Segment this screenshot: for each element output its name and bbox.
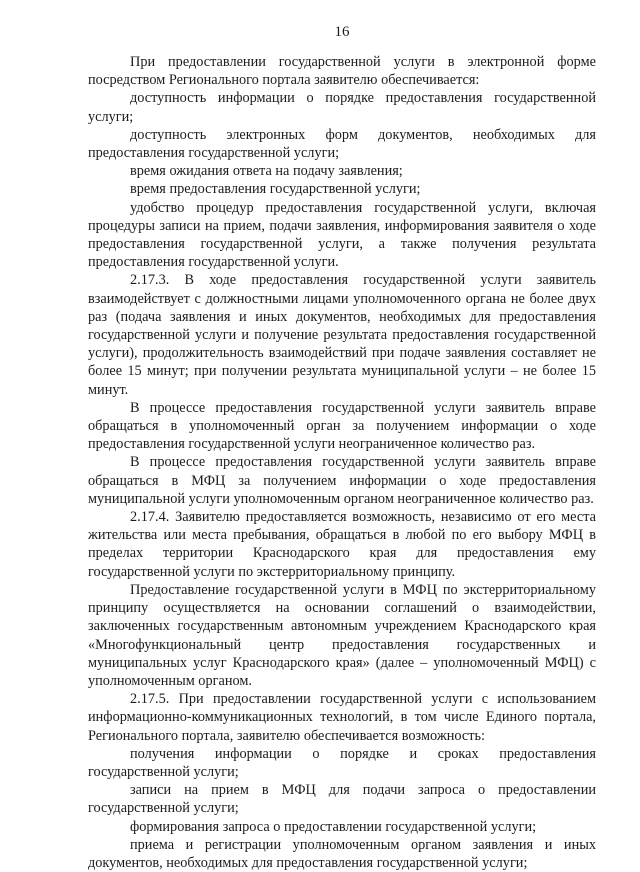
paragraph: формирования запроса о предоставлении государственной услуги; [130,818,537,835]
paragraph: В процессе предоставления государственной услуги заявитель вправе обращаться в МФЦ за получением информации о ходе предоставления муниципальной услуги уполномоченным органом неограниченное количество раз. [88,454,596,507]
paragraph: При предоставлении государственной услуги в электронной форме посредством Регионального портала заявителю обеспечивается: [88,54,596,89]
body-text [88,53,596,872]
paragraph: Предоставление государственной услуги в МФЦ по экстерриториальному принципу осуществляется на основании соглашений о взаимодействии, заключенных государственным автономным учреждением Краснодарского края «Многофункциональный центр предоставления государственных и муниципальных услуг Краснодарского края» (далее – уполномоченный МФЦ) с уполномоченным органом. [88,581,596,689]
paragraph: 2.17.3. В ходе предоставления государственной услуги заявитель взаимодействует с должностными лицами уполномоченного органа не более двух раз (подача заявления и иных документов, необходимых для предоставления государственной услуги и получение результата предоставления государственной услуги), продолжительность взаимодействий при подаче заявления составляет не более 15 минут; при получении результата муниципальной услуги – не более 15 минут. [88,272,596,398]
paragraph: удобство процедур предоставления государственной услуги, включая процедуры записи на прием, подачи заявления, информирования заявителя о ходе предоставления государственной услуги, а также получения результата предоставления государственной услуги. [88,199,596,271]
paragraph: 2.17.5. При предоставлении государственной услуги с использованием информационно-коммуникационных технологий, в том числе Единого портала, Регионального портала, заявителю обеспечивается возможность: [88,691,596,744]
paragraph: приема и регистрации уполномоченным органом заявления и иных документов, необходимых для предоставления государственной услуги; [88,836,596,871]
paragraph: время предоставления государственной услуги; [130,181,421,198]
page-number: 16 [334,24,350,40]
paragraph: 2.17.4. Заявителю предоставляется возможность, независимо от его места жительства или места пребывания, обращаться в любой по его выбору МФЦ в пределах территории Краснодарского края для предоставления ему государственной услуги по экстерриториальному принципу. [88,509,596,580]
paragraph: В процессе предоставления государственной услуги заявитель вправе обращаться в уполномоченный орган за получением информации о ходе предоставления государственной услуги неограниченное количество раз. [88,399,596,453]
paragraph: доступность электронных форм документов, необходимых для предоставления государственной услуги; [88,126,596,162]
paragraph: время ожидания ответа на подачу заявления; [130,163,403,180]
paragraph: доступность информации о порядке предоставления государственной услуги; [88,90,596,125]
paragraph: получения информации о порядке и сроках предоставления государственной услуги; [88,745,596,780]
paragraph: записи на прием в МФЦ для подачи запроса о предоставлении государственной услуги; [88,782,596,817]
